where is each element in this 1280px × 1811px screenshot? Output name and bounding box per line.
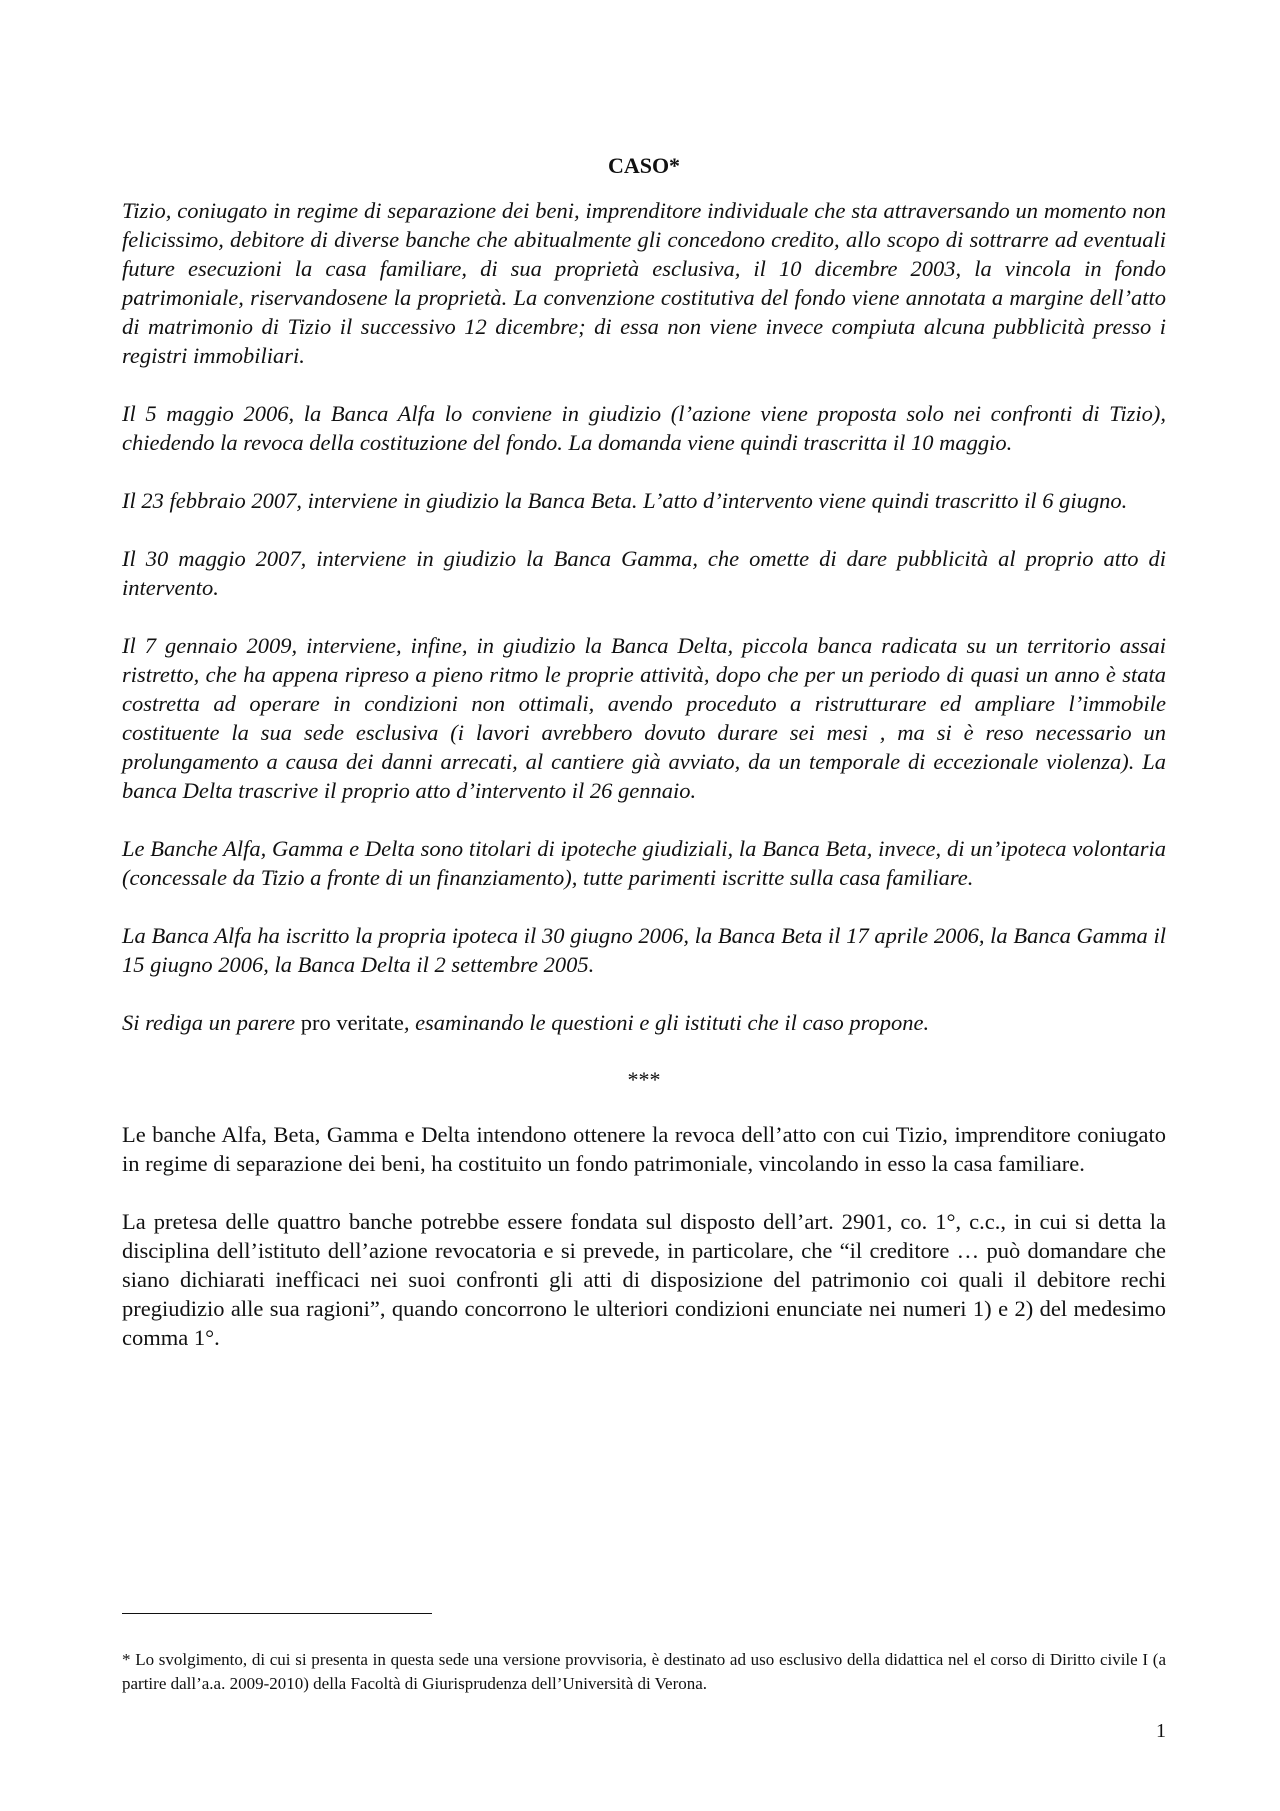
body-paragraph: La pretesa delle quattro banche potrebbe essere fondata sul disposto dell’art. 2901, co. 1°, c.c., in cui si detta la disciplina dell’istituto dell’azione revocatoria e si prevede, in particolare, che “il creditore … può domandare che siano dichiarati inefficaci nei suoi confronti gli atti di disposizione del patrimonio coi quali il debitore rechi pregiudizio alle sua ragioni”, quando concorrono le ulteriori condizioni enunciate nei numeri 1) e 2) del medesimo comma 1°. <box>122 1209 1166 1350</box>
case-paragraph: Il 23 febbraio 2007, interviene in giudizio la Banca Beta. L’atto d’intervento viene quindi trascritto il 6 giugno. <box>122 488 1128 513</box>
document-content <box>122 152 1166 1381</box>
case-paragraph: Tizio, coniugato in regime di separazione dei beni, imprenditore individuale che sta attraversando un momento non felicissimo, debitore di diverse banche che abitualmente gli concedono credito, allo scopo di sottrarre ad eventuali future esecuzioni la casa familiare, di sua proprietà esclusiva, il 10 dicembre 2003, la vincola in fondo patrimoniale, riservandosene la proprietà. La convenzione costitutiva del fondo viene annotata a margine dell’atto di matrimonio di Tizio il successivo 12 dicembre; di essa non viene invece compiuta alcuna pubblicità presso i registri immobiliari. <box>122 198 1166 368</box>
case-paragraph: La Banca Alfa ha iscritto la propria ipoteca il 30 giugno 2006, la Banca Beta il 17 aprile 2006, la Banca Gamma il 15 giugno 2006, la Banca Delta il 2 settembre 2005. <box>122 923 1166 977</box>
case-paragraph: Il 5 maggio 2006, la Banca Alfa lo conviene in giudizio (l’azione viene proposta solo nei confronti di Tizio), chiedendo la revoca della costituzione del fondo. La domanda viene quindi trascritta il 10 maggio. <box>122 401 1166 455</box>
request-text-after: , esaminando le questioni e gli istituti che il caso propone. <box>403 1010 930 1035</box>
request-text-upright: pro veritate <box>300 1010 404 1035</box>
page-title: CASO* <box>607 153 681 178</box>
case-paragraph: Le Banche Alfa, Gamma e Delta sono titolari di ipoteche giudiziali, la Banca Beta, invece, di un’ipoteca volontaria (concessale da Tizio a fronte di un finanziamento), tutte parimenti iscritte sulla casa familiare. <box>122 836 1166 890</box>
request-text-before: Si rediga un parere <box>122 1010 301 1035</box>
page-number: 1 <box>1156 1720 1166 1742</box>
body-paragraph: Le banche Alfa, Beta, Gamma e Delta intendono ottenere la revoca dell’atto con cui Tizio, imprenditore coniugato in regime di separazione dei beni, ha costituito un fondo patrimoniale, vincolando in esso la casa familiare. <box>122 1122 1166 1176</box>
section-separator: *** <box>627 1067 661 1092</box>
footnote-rule <box>122 1613 432 1614</box>
request-paragraph <box>122 1008 1166 1037</box>
case-paragraph: Il 30 maggio 2007, interviene in giudizio la Banca Gamma, che omette di dare pubblicità al proprio atto di intervento. <box>122 546 1166 600</box>
footnote: * Lo svolgimento, di cui si presenta in questa sede una versione provvisoria, è destinato ad uso esclusivo della didattica nel el corso di Diritto civile I (a partire dall’a.a. 2009-2010) della Facoltà di Giurisprudenza dell’Università di Verona. <box>122 1650 1166 1693</box>
case-paragraph: Il 7 gennaio 2009, interviene, infine, in giudizio la Banca Delta, piccola banca radicata su un territorio assai ristretto, che ha appena ripreso a pieno ritmo le proprie attività, dopo che per un periodo di quasi un anno è stata costretta ad operare in condizioni non ottimali, avendo proceduto a ristrutturare ed ampliare l’immobile costituente la sua sede esclusiva (i lavori avrebbero dovuto durare sei mesi , ma si è reso necessario un prolungamento a causa dei danni arrecati, al cantiere già avviato, da un temporale di eccezionale violenza). La banca Delta trascrive il proprio atto d’intervento il 26 gennaio. <box>122 633 1166 803</box>
